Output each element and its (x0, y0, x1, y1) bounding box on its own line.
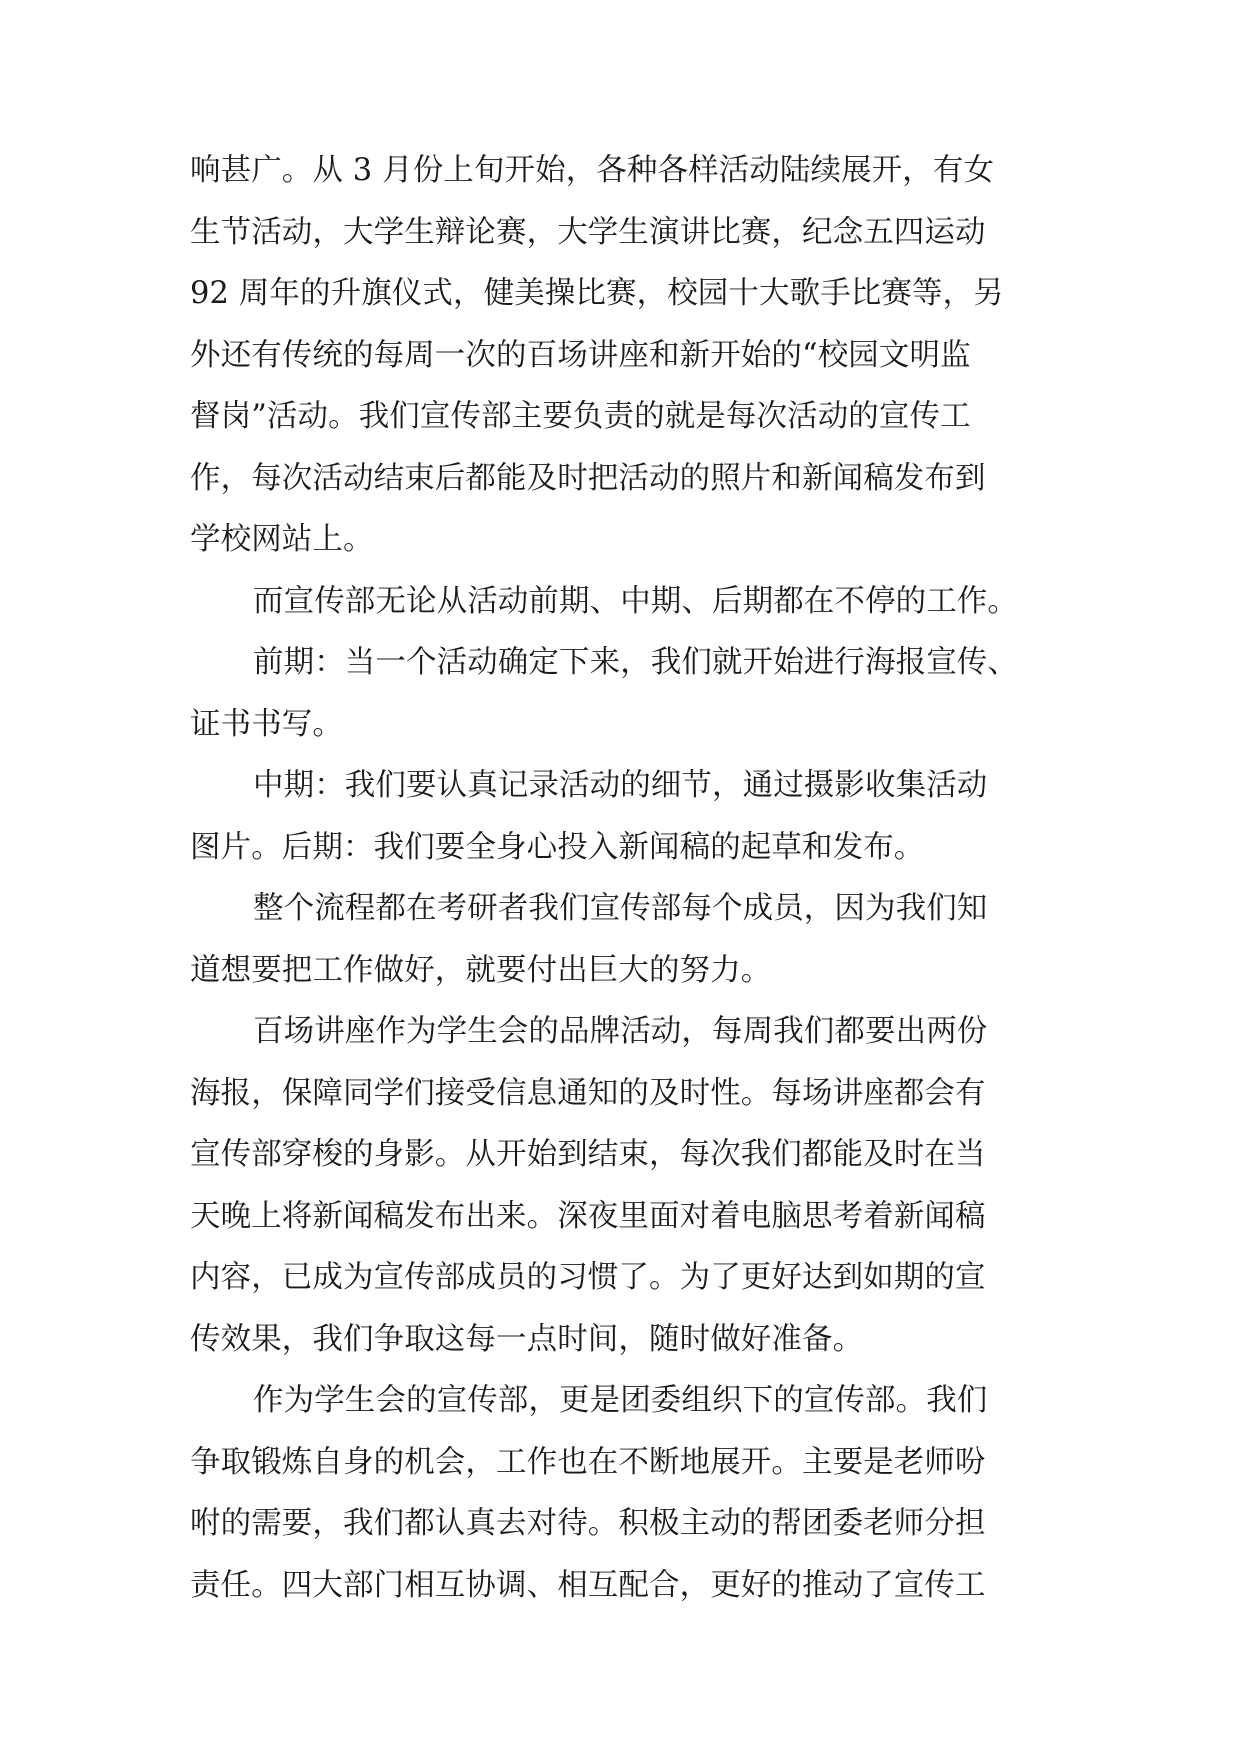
text-line: 督岗”活动。我们宣传部主要负责的就是每次活动的宣传工 (190, 399, 971, 434)
text-line: 争取锻炼自身的机会，工作也在不断地展开。主要是老师吩 (190, 1444, 986, 1480)
text-line: 整个流程都在考研者我们宣传部每个成员，因为我们知 (253, 891, 988, 926)
text-line: 学校网站上。 (190, 522, 374, 557)
text-line: 责任。四大部门相互协调、相互配合，更好的推动了宣传工 (190, 1567, 986, 1603)
text-line: 外还有传统的每周一次的百场讲座和新开始的“校园文明监 (190, 337, 971, 373)
text-line: 宣传部穿梭的身影。从开始到结束，每次我们都能及时在当 (190, 1137, 986, 1172)
text-line: 咐的需要，我们都认真去对待。积极主动的帮团委老师分担 (190, 1506, 986, 1541)
text-line: 道想要把工作做好，就要付出巨大的努力。 (190, 952, 772, 988)
text-line: 而宣传部无论从活动前期、中期、后期都在不停的工作。 (253, 583, 1018, 619)
text-line: 海报，保障同学们接受信息通知的及时性。每场讲座都会有 (190, 1075, 986, 1111)
text-line: 作为学生会的宣传部，更是团委组织下的宣传部。我们 (253, 1383, 988, 1418)
text-line: 百场讲座作为学生会的品牌活动，每周我们都要出两份 (253, 1014, 988, 1049)
text-line: 92 周年的升旗仪式，健美操比赛，校园十大歌手比赛等，另 (190, 276, 1004, 311)
text-line: 前期：当一个活动确定下来，我们就开始进行海报宣传、 (253, 645, 1018, 680)
text-line: 生节活动，大学生辩论赛，大学生演讲比赛，纪念五四运动 (190, 214, 986, 250)
text-line: 作，每次活动结束后都能及时把活动的照片和新闻稿发布到 (190, 460, 986, 496)
document-body (190, 140, 1060, 1616)
text-line: 响甚广。从 3 月份上旬开始，各种各样活动陆续展开，有女 (190, 153, 995, 188)
text-line: 内容，已成为宣传部成员的习惯了。为了更好达到如期的宣 (190, 1260, 986, 1295)
text-line: 中期：我们要认真记录活动的细节，通过摄影收集活动 (253, 768, 988, 803)
text-line: 图片。后期：我们要全身心投入新闻稿的起草和发布。 (190, 829, 925, 865)
text-line: 传效果，我们争取这每一点时间，随时做好准备。 (190, 1321, 864, 1357)
text-line: 天晚上将新闻稿发布出来。深夜里面对着电脑思考着新闻稿 (190, 1198, 986, 1234)
text-line: 证书书写。 (190, 706, 343, 742)
